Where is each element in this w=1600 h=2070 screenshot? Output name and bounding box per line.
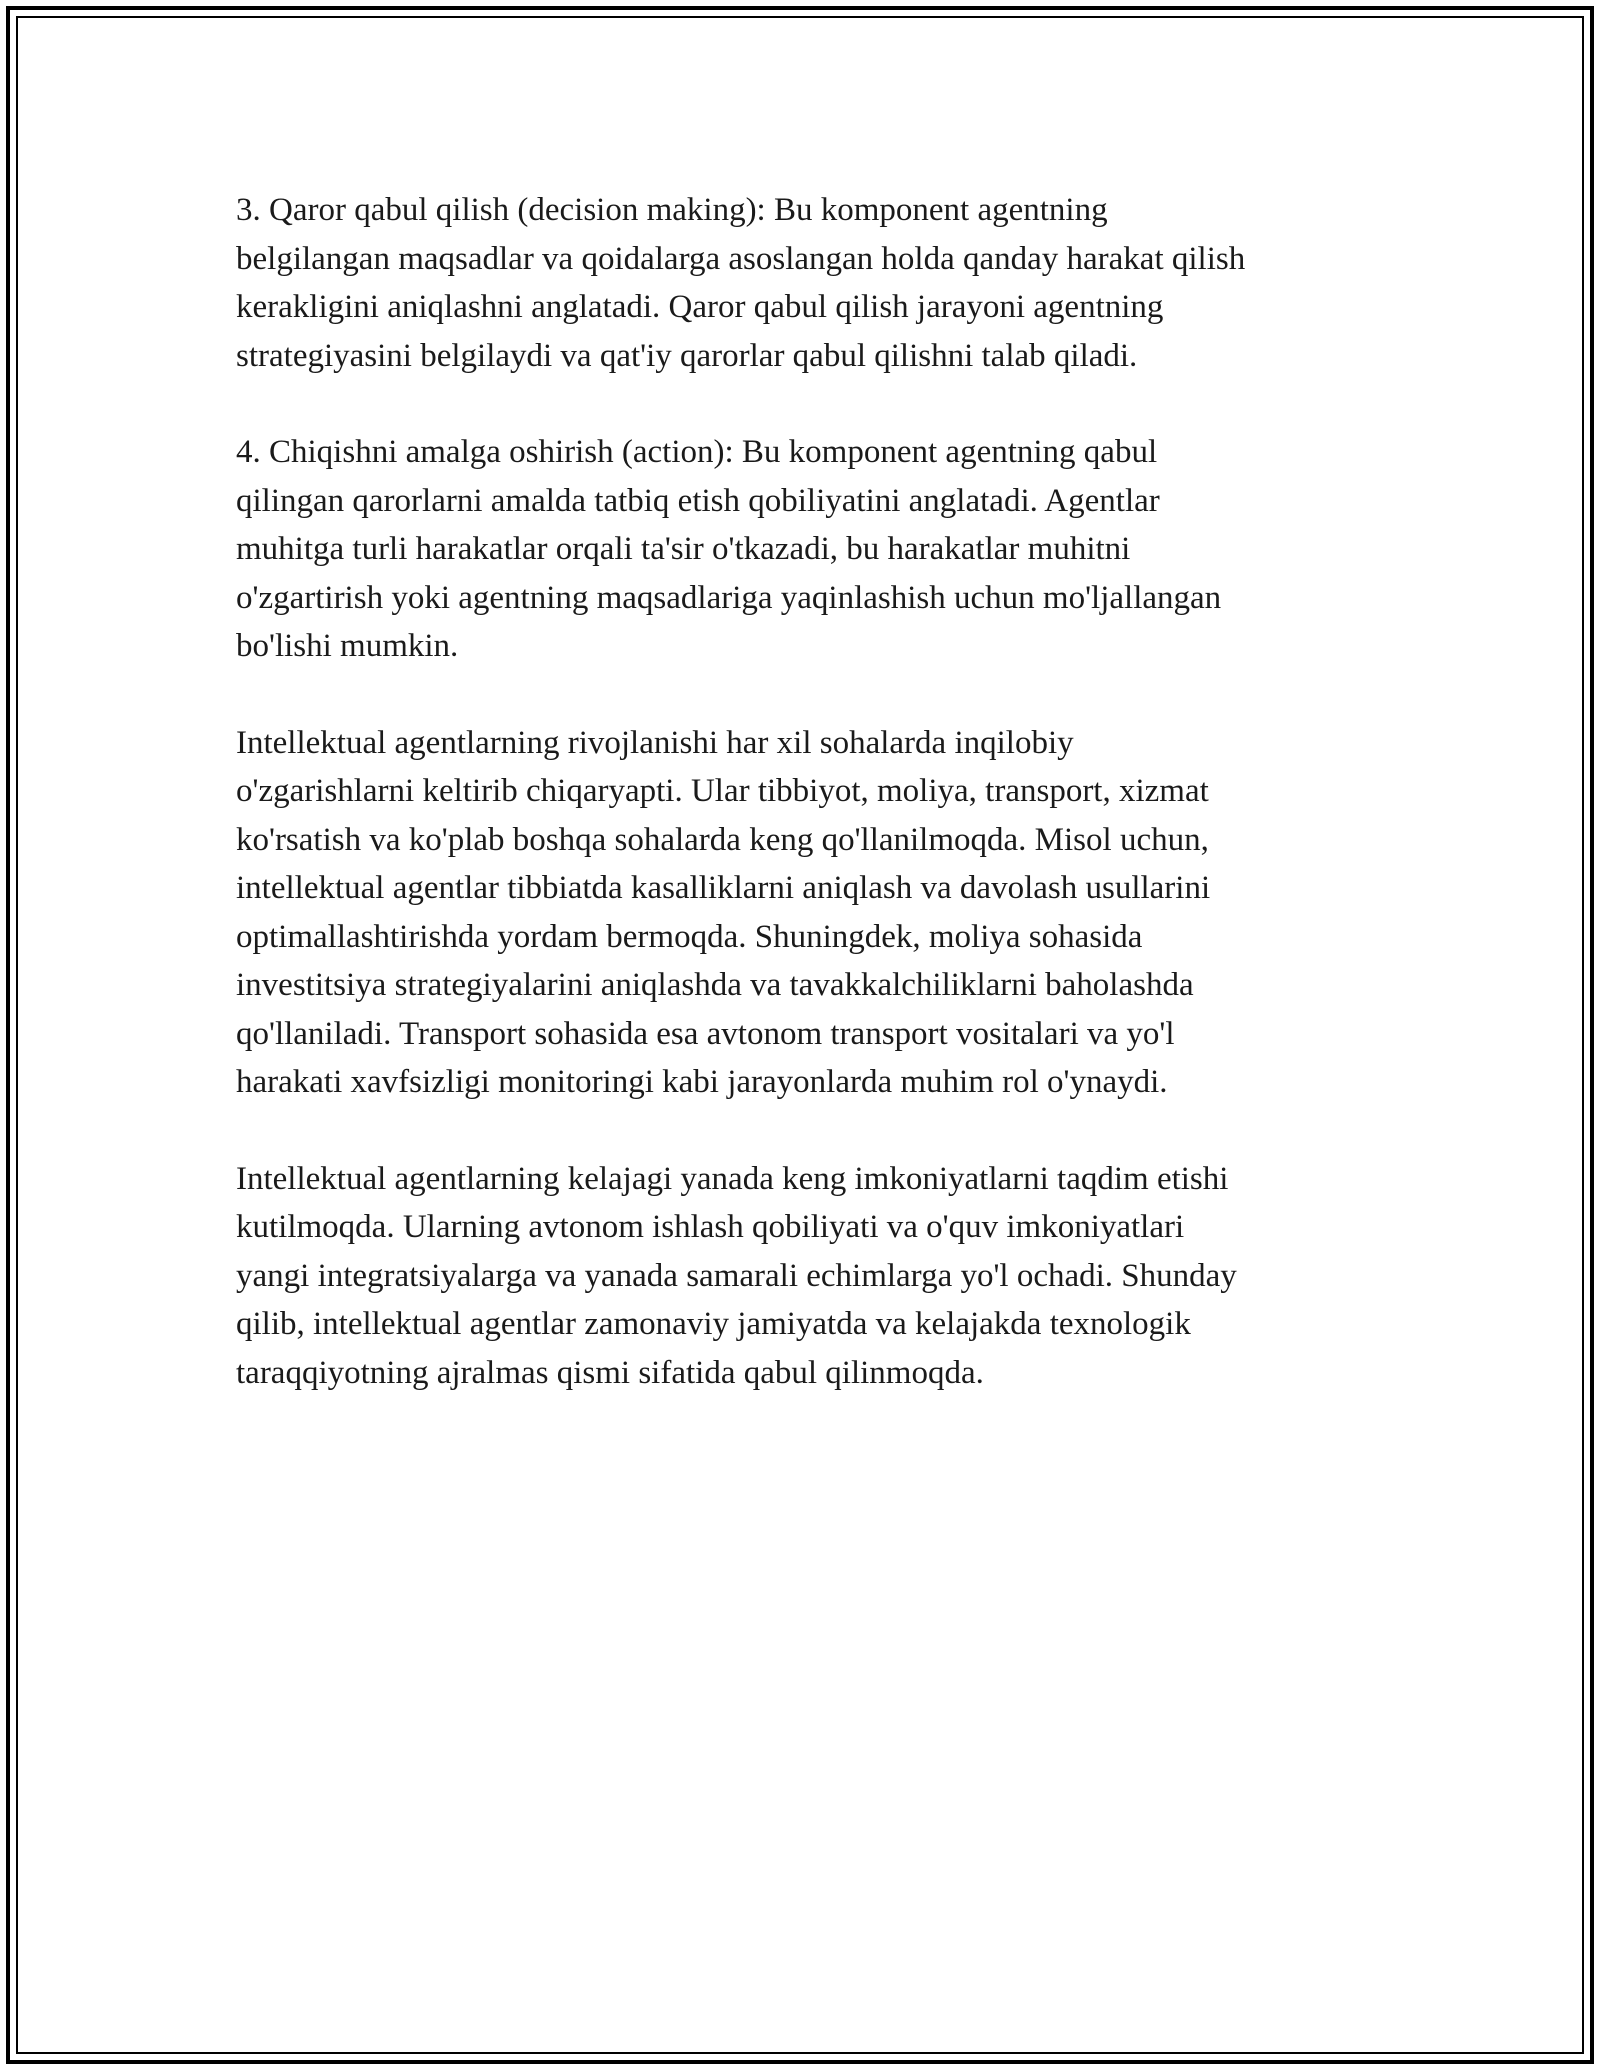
document-body (236, 186, 1376, 1445)
text-line: ko'rsatish va ko'plab boshqa sohalarda keng qo'llanilmoqda. Misol uchun, (236, 821, 1209, 858)
text-line: 3. Qaror qabul qilish (decision making): Bu komponent agentning (236, 192, 1108, 228)
text-line: 4. Chiqishni amalga oshirish (action): Bu komponent agentning qabul (236, 434, 1158, 470)
text-line: o'zgartirish yoki agentning maqsadlariga yaqinlashish uchun mo'ljallangan (236, 579, 1222, 616)
text-line: bo'lishi mumkin. (236, 628, 459, 664)
text-line: harakati xavfsizligi monitoringi kabi jarayonlarda muhim rol o'ynaydi. (236, 1064, 1168, 1100)
paragraph-future (236, 1155, 1376, 1398)
text-line: intellektual agentlar tibbiatda kasalliklarni aniqlash va davolash usullarini (236, 870, 1211, 906)
text-line: taraqqiyotning ajralmas qismi sifatida qabul qilinmoqda. (236, 1354, 984, 1391)
text-line: investitsiya strategiyalarini aniqlashda va tavakkalchiliklarni baholashda (236, 967, 1194, 1003)
text-line: muhitga turli harakatlar orqali ta'sir o'tkazadi, bu harakatlar muhitni (236, 531, 1131, 567)
text-line: Intellektual agentlarning kelajagi yanada keng imkoniyatlarni taqdim etishi (236, 1160, 1229, 1197)
text-line: qo'llaniladi. Transport sohasida esa avtonom transport vositalari va yo'l (236, 1015, 1175, 1052)
text-line: belgilangan maqsadlar va qoidalarga asoslangan holda qanday harakat qilish (236, 240, 1246, 277)
text-line: qilib, intellektual agentlar zamonaviy jamiyatda va kelajakda texnologik (236, 1306, 1191, 1342)
text-line: o'zgarishlarni keltirib chiqaryapti. Ular tibbiyot, moliya, transport, xizmat (236, 773, 1209, 809)
paragraph-action (236, 428, 1376, 671)
text-line: yangi integratsiyalarga va yanada samarali echimlarga yo'l ochadi. Shunday (236, 1257, 1237, 1294)
text-line: strategiyasini belgilaydi va qat'iy qarorlar qabul qilishni talab qiladi. (236, 337, 1138, 374)
text-line: kerakligini aniqlashni anglatadi. Qaror qabul qilish jarayoni agentning (236, 289, 1164, 325)
text-line: kutilmoqda. Ularning avtonom ishlash qobiliyati va o'quv imkoniyatlari (236, 1209, 1185, 1245)
paragraph-decision-making (236, 186, 1376, 380)
text-line: Intellektual agentlarning rivojlanishi har xil sohalarda inqilobiy (236, 724, 1074, 761)
paragraph-development (236, 719, 1376, 1107)
text-line: qilingan qarorlarni amalda tatbiq etish qobiliyatini anglatadi. Agentlar (236, 482, 1160, 519)
text-line: optimallashtirishda yordam bermoqda. Shuningdek, moliya sohasida (236, 918, 1143, 955)
